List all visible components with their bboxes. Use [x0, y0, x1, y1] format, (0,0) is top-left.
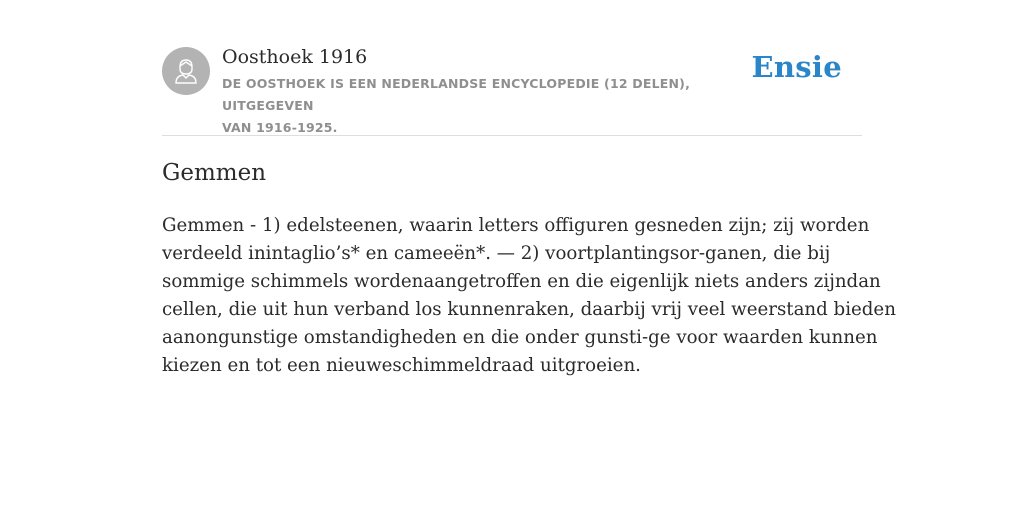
entry-body-line: verdeeld inintaglio’s* en cameeën*. — 2) voortplantingsor-ganen, die bij — [162, 243, 831, 264]
source-description-line: DE OOSTHOEK IS EEN NEDERLANDSE ENCYCLOPEDIE (12 DELEN), UITGEGEVEN — [222, 76, 691, 113]
entry-title: Gemmen — [162, 160, 267, 186]
entry-body-line: aanongunstige omstandigheden en die onder gunsti-ge voor waarden kunnen — [162, 327, 878, 348]
entry-body-line: kiezen en tot een nieuweschimmeldraad uitgroeien. — [162, 355, 641, 376]
avatar[interactable] — [162, 47, 210, 95]
entry-body-line: cellen, die uit hun verband los kunnenraken, daarbij vrij veel weerstand bieden — [162, 299, 896, 320]
source-description — [222, 73, 762, 139]
source-header — [162, 46, 862, 136]
ensie-logo[interactable]: Ensie — [751, 50, 842, 84]
source-title[interactable]: Oosthoek 1916 — [222, 46, 368, 68]
user-icon — [171, 56, 201, 86]
divider — [162, 135, 862, 136]
source-description-line: VAN 1916-1925. — [222, 120, 338, 135]
entry-body-line: sommige schimmels wordenaangetroffen en die eigenlijk niets anders zijndan — [162, 271, 881, 292]
entry-body — [162, 212, 896, 380]
entry-body-line: Gemmen - 1) edelsteenen, waarin letters offiguren gesneden zijn; zij worden — [162, 215, 870, 236]
